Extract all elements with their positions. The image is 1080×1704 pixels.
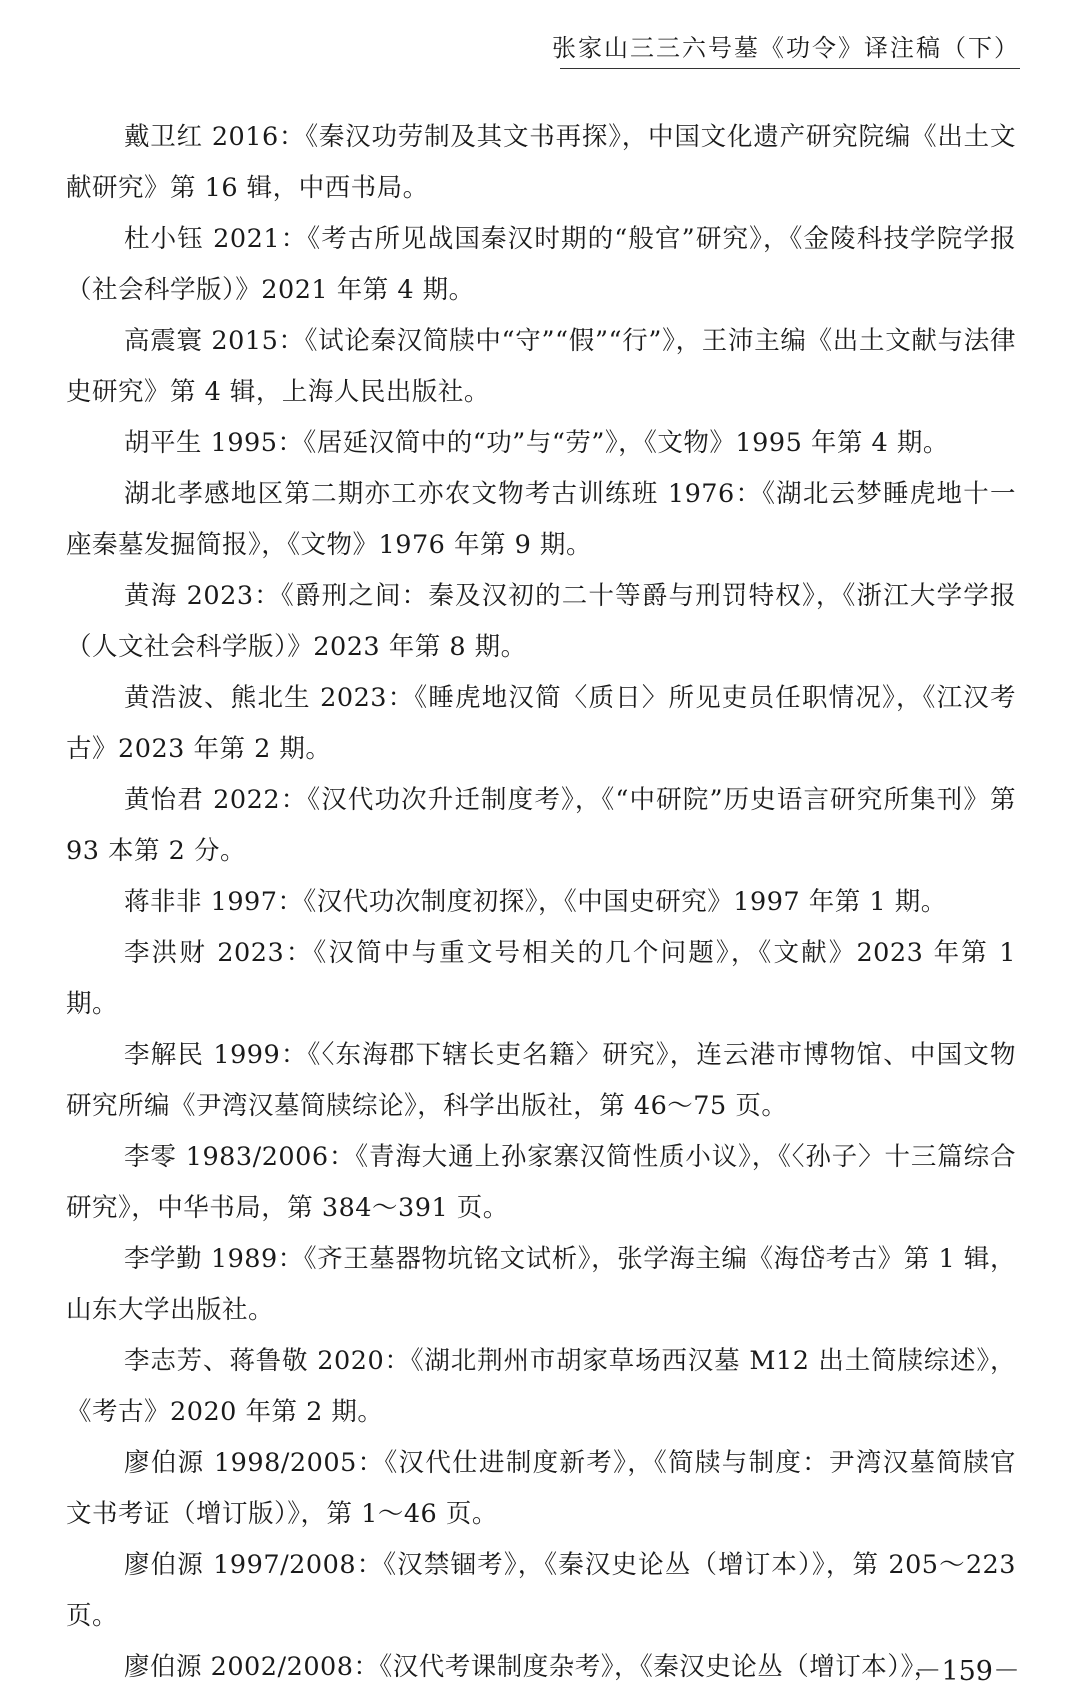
reference-entry: 胡平生 1995：《居延汉简中的“功”与“劳”》，《文物》1995 年第 4 期。 <box>124 428 949 458</box>
reference-entry: 廖伯源 2002/2008：《汉代考课制度杂考》，《秦汉史论丛（增订本）》， <box>124 1652 940 1682</box>
reference-entry: 蒋非非 1997：《汉代功次制度初探》，《中国史研究》1997 年第 1 期。 <box>124 887 947 917</box>
reference-entry: 高震寰 2015：《试论秦汉简牍中“守”“假”“行”》，王沛主编《出土文献与法律史研究》第 4 辑，上海人民出版社。 <box>66 326 1016 407</box>
reference-list <box>66 112 1016 1693</box>
reference-entry: 廖伯源 1998/2005：《汉代仕进制度新考》，《简牍与制度：尹湾汉墓简牍官文书考证（增订版）》，第 1～46 页。 <box>66 1448 1016 1529</box>
reference-entry: 李解民 1999：《〈东海郡下辖长吏名籍〉研究》，连云港市博物馆、中国文物研究所编《尹湾汉墓简牍综论》，科学出版社，第 46～75 页。 <box>66 1040 1016 1121</box>
reference-entry: 李零 1983/2006：《青海大通上孙家寨汉简性质小议》，《〈孙子〉十三篇综合研究》，中华书局，第 384～391 页。 <box>66 1142 1016 1223</box>
reference-entry: 李洪财 2023：《汉简中与重文号相关的几个问题》，《文献》2023 年第 1 期。 <box>66 938 1016 1019</box>
reference-entry: 杜小钰 2021：《考古所见战国秦汉时期的“般官”研究》，《金陵科技学院学报（社会科学版）》2021 年第 4 期。 <box>66 224 1016 305</box>
reference-entry: 李学勤 1989：《齐王墓器物坑铭文试析》，张学海主编《海岱考古》第 1 辑，山东大学出版社。 <box>66 1244 1016 1325</box>
reference-entry: 廖伯源 1997/2008：《汉禁锢考》，《秦汉史论丛（增订本）》，第 205～223 页。 <box>66 1550 1016 1631</box>
reference-entry: 戴卫红 2016：《秦汉功劳制及其文书再探》，中国文化遗产研究院编《出土文献研究》第 16 辑，中西书局。 <box>66 122 1016 203</box>
reference-entry: 李志芳、蒋鲁敬 2020：《湖北荆州市胡家草场西汉墓 M12 出土简牍综述》，《考古》2020 年第 2 期。 <box>66 1346 1016 1427</box>
page-number: －159－ <box>914 1656 1020 1687</box>
reference-entry: 黄浩波、熊北生 2023：《睡虎地汉简〈质日〉所见吏员任职情况》，《江汉考古》2023 年第 2 期。 <box>66 683 1016 764</box>
reference-entry: 湖北孝感地区第二期亦工亦农文物考古训练班 1976：《湖北云梦睡虎地十一座秦墓发掘简报》，《文物》1976 年第 9 期。 <box>66 479 1016 560</box>
running-header-title: 张家山三三六号墓《功令》译注稿（下） <box>552 34 1020 62</box>
header-rule <box>560 68 1020 69</box>
reference-entry: 黄海 2023：《爵刑之间：秦及汉初的二十等爵与刑罚特权》，《浙江大学学报（人文社会科学版）》2023 年第 8 期。 <box>66 581 1016 662</box>
reference-entry: 黄怡君 2022：《汉代功次升迁制度考》，《“中研院”历史语言研究所集刊》第 93 本第 2 分。 <box>66 785 1016 866</box>
